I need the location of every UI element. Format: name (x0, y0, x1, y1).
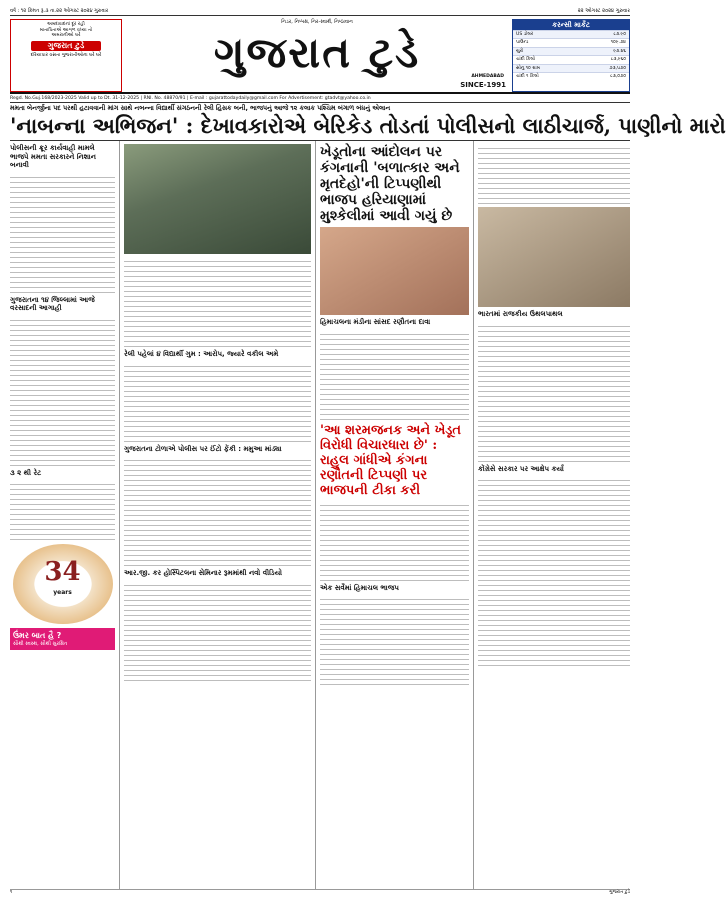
badge-number: 34 (44, 557, 81, 587)
col3-text-3 (320, 595, 469, 685)
column-1 (10, 141, 120, 889)
col3-headline-1: હિમાચલના મંડીના સાંસદ રણૌતના દાવા (320, 318, 431, 326)
lead-headline: 'નાબન્ના અભિજન' : દેખાવકારોએ બેરિકેડ તોડતાં પોલીસનો લાઠીચાર્જ, પાણીનો મારો (10, 113, 630, 141)
protest-photo (124, 144, 311, 254)
promo-brand: ગુજરાત ટુડે (31, 41, 101, 51)
column-3 (316, 141, 474, 889)
since-label: SINCE-1991 (460, 81, 506, 90)
currency-row (513, 38, 629, 46)
col3-headline-2: એક સર્વેમાં હિમાચલ ભાજપ (320, 583, 399, 592)
promo-line-2: માતાપિતાએ આગળ વધ્યા તો (39, 27, 93, 33)
page-number: ૧ (10, 890, 13, 895)
col2-text-1 (124, 257, 311, 347)
currency-row (513, 55, 629, 63)
city-label: AHMEDABAD (471, 74, 504, 80)
currency-value: ૧૦૯.૭૪ (610, 40, 626, 46)
currency-value: ૮૩,૦૭૦ (610, 73, 626, 79)
col1-text-1 (10, 173, 115, 293)
badge-word: years (53, 588, 72, 596)
promo-line-3: અમરાનીઓ ઘરે (51, 33, 81, 39)
col4-headline-1: ભારતમાં રાજકીય ઉથલપાથલ (478, 310, 563, 318)
currency-label: પાઉન્ડ (516, 40, 529, 46)
currency-row (513, 30, 629, 38)
date-info: ૨૨ ઓગસ્ટ ૨૦૨૪ ગુરુવાર (577, 8, 630, 14)
currency-row (513, 64, 629, 72)
issue-info: વર્ષ : ૧૨ કિંમત રૂ.૩ તા.૨૨ ઓગસ્ટ ૨૦૨૪ ગુરુવાર (10, 8, 109, 14)
rahul-headline: 'આ શરમજનક અને ખેડૂત વિરોધી વિચારધારા છે' : રાહુલ ગાંધીએ કંગના રણૌતની ટિપ્પણી પર ભાજપની ટીકા કરી (320, 422, 462, 498)
currency-row (513, 72, 629, 80)
col4-text-1 (478, 144, 630, 204)
col4-text-2 (478, 322, 630, 462)
currency-label: ચાંદી કિલો (516, 57, 536, 63)
registration-line: Regd. No.Guj.168/2023-2025 Valid up to Dt. 31-12-2025 | RNI. No. 48870/91 | E-mail : gujarattodaydaily@gmail.com For Advertisement: gtadvt@yahoo.co.in (10, 94, 630, 103)
currency-market (512, 19, 630, 92)
column-2 (120, 141, 316, 889)
col2-text-3 (124, 456, 311, 566)
anniversary-badge (13, 544, 113, 624)
ad-box (10, 628, 115, 650)
currency-row (513, 47, 629, 55)
col3-text-1 (320, 330, 469, 420)
currency-value: ૭૩,૫૭૦ (609, 65, 626, 71)
col1-headline-1: પોલીસની ક્રૂર કાર્યવાહી મામલે ભાજપે મમતા સરકારને નિશાન બનાવી (10, 144, 96, 169)
top-line (10, 8, 630, 16)
kangana-headline: ખેડૂતોના આંદોલન પર કંગનાની 'બળાત્કાર અને મૃતદેહો'ની ટિપ્પણીથી ભાજપ હરિયાણામાં મુશ્કેલીમાં આવી ગયું છે (320, 144, 460, 224)
col2-headline-1: રેલી પહેલાં ૪ વિદ્યાર્થી ગુમ : આરોપ, જ્યારે વકીલ અમે (124, 350, 279, 358)
currency-label: US ડોલર (516, 32, 534, 37)
kangana-photo (320, 227, 469, 315)
currency-value: ૮૩,૯૬૦ (610, 57, 626, 63)
col1-text-2 (10, 316, 115, 466)
masthead (10, 19, 630, 94)
newspaper-title: ગુજરાત ટુડે (213, 28, 421, 77)
col4-headline-2: કોંગ્રેસે સરકાર પર આક્ષેપ કર્યા (478, 464, 564, 473)
column-4 (474, 141, 630, 889)
col4-text-3 (478, 476, 630, 666)
tagline: નિડર, નિષ્પક્ષ, નિર-સ્વાર્થ, નિષ્ઠાવાન (281, 19, 353, 25)
promo-footer: દરિયાપાર વસતા ગુજરાતીઓના ઘરે ઘરે (30, 53, 102, 59)
col1-headline-3: ૩ ૨ થી રેટ (10, 468, 42, 477)
col2-text-2 (124, 362, 311, 442)
currency-value: ૯૩.૪૬ (613, 48, 626, 54)
col2-headline-2: ગુજરાતના ટોળાએ પોલીસ પર ઈંટો ફેંકી : મમુઆ માંડ્યા (124, 444, 282, 453)
lead-kicker: મમતા બેનર્જીના પદ પરથી હટાવવાની માંગ સાથે નબન્ના વિદ્યાર્થી સંગઠનની રેલી હિંસક બની, ભાજપનું આજે ૧૨ કલાક પશ્ચિમ બંગાળ બંધનું એલાન (10, 104, 391, 112)
ad-title: ઉંમર બાત હૈ ? (13, 631, 62, 640)
promo-line-1: અમદાવાદનાં દૂર રહી (47, 22, 85, 27)
col4-photo (478, 207, 630, 307)
currency-value: ૮૩.૯૦ (613, 32, 626, 37)
footer-brand: ગુજરાત ટુડે (609, 890, 630, 895)
currency-header: કરન્સી માર્કેટ (513, 20, 629, 30)
title-block (122, 19, 512, 92)
col1-text-3 (10, 480, 115, 540)
currency-label: યુરો (516, 48, 524, 54)
col2-headline-3: આર.જી. કર હોસ્પિટલના સેમિનાર રૂમમાંથી નવો વીડિયો (124, 569, 282, 577)
currency-label: ચાંદી ૧ કિલો (516, 73, 539, 79)
currency-label: સોનુ ૧૦ ગ્રામ (516, 65, 540, 71)
col1-headline-2: ગુજરાતના ૧૪ જિલ્લામાં આજે વરસાદની આગાહી (10, 295, 95, 312)
ad-text: સૌથી સ્વસ્થ, સૌથી સુરક્ષિત (13, 641, 68, 647)
col3-text-2 (320, 501, 469, 581)
page-footer (10, 889, 630, 897)
columns (10, 141, 630, 889)
col2-text-4 (124, 581, 311, 681)
promo-box (10, 19, 122, 92)
